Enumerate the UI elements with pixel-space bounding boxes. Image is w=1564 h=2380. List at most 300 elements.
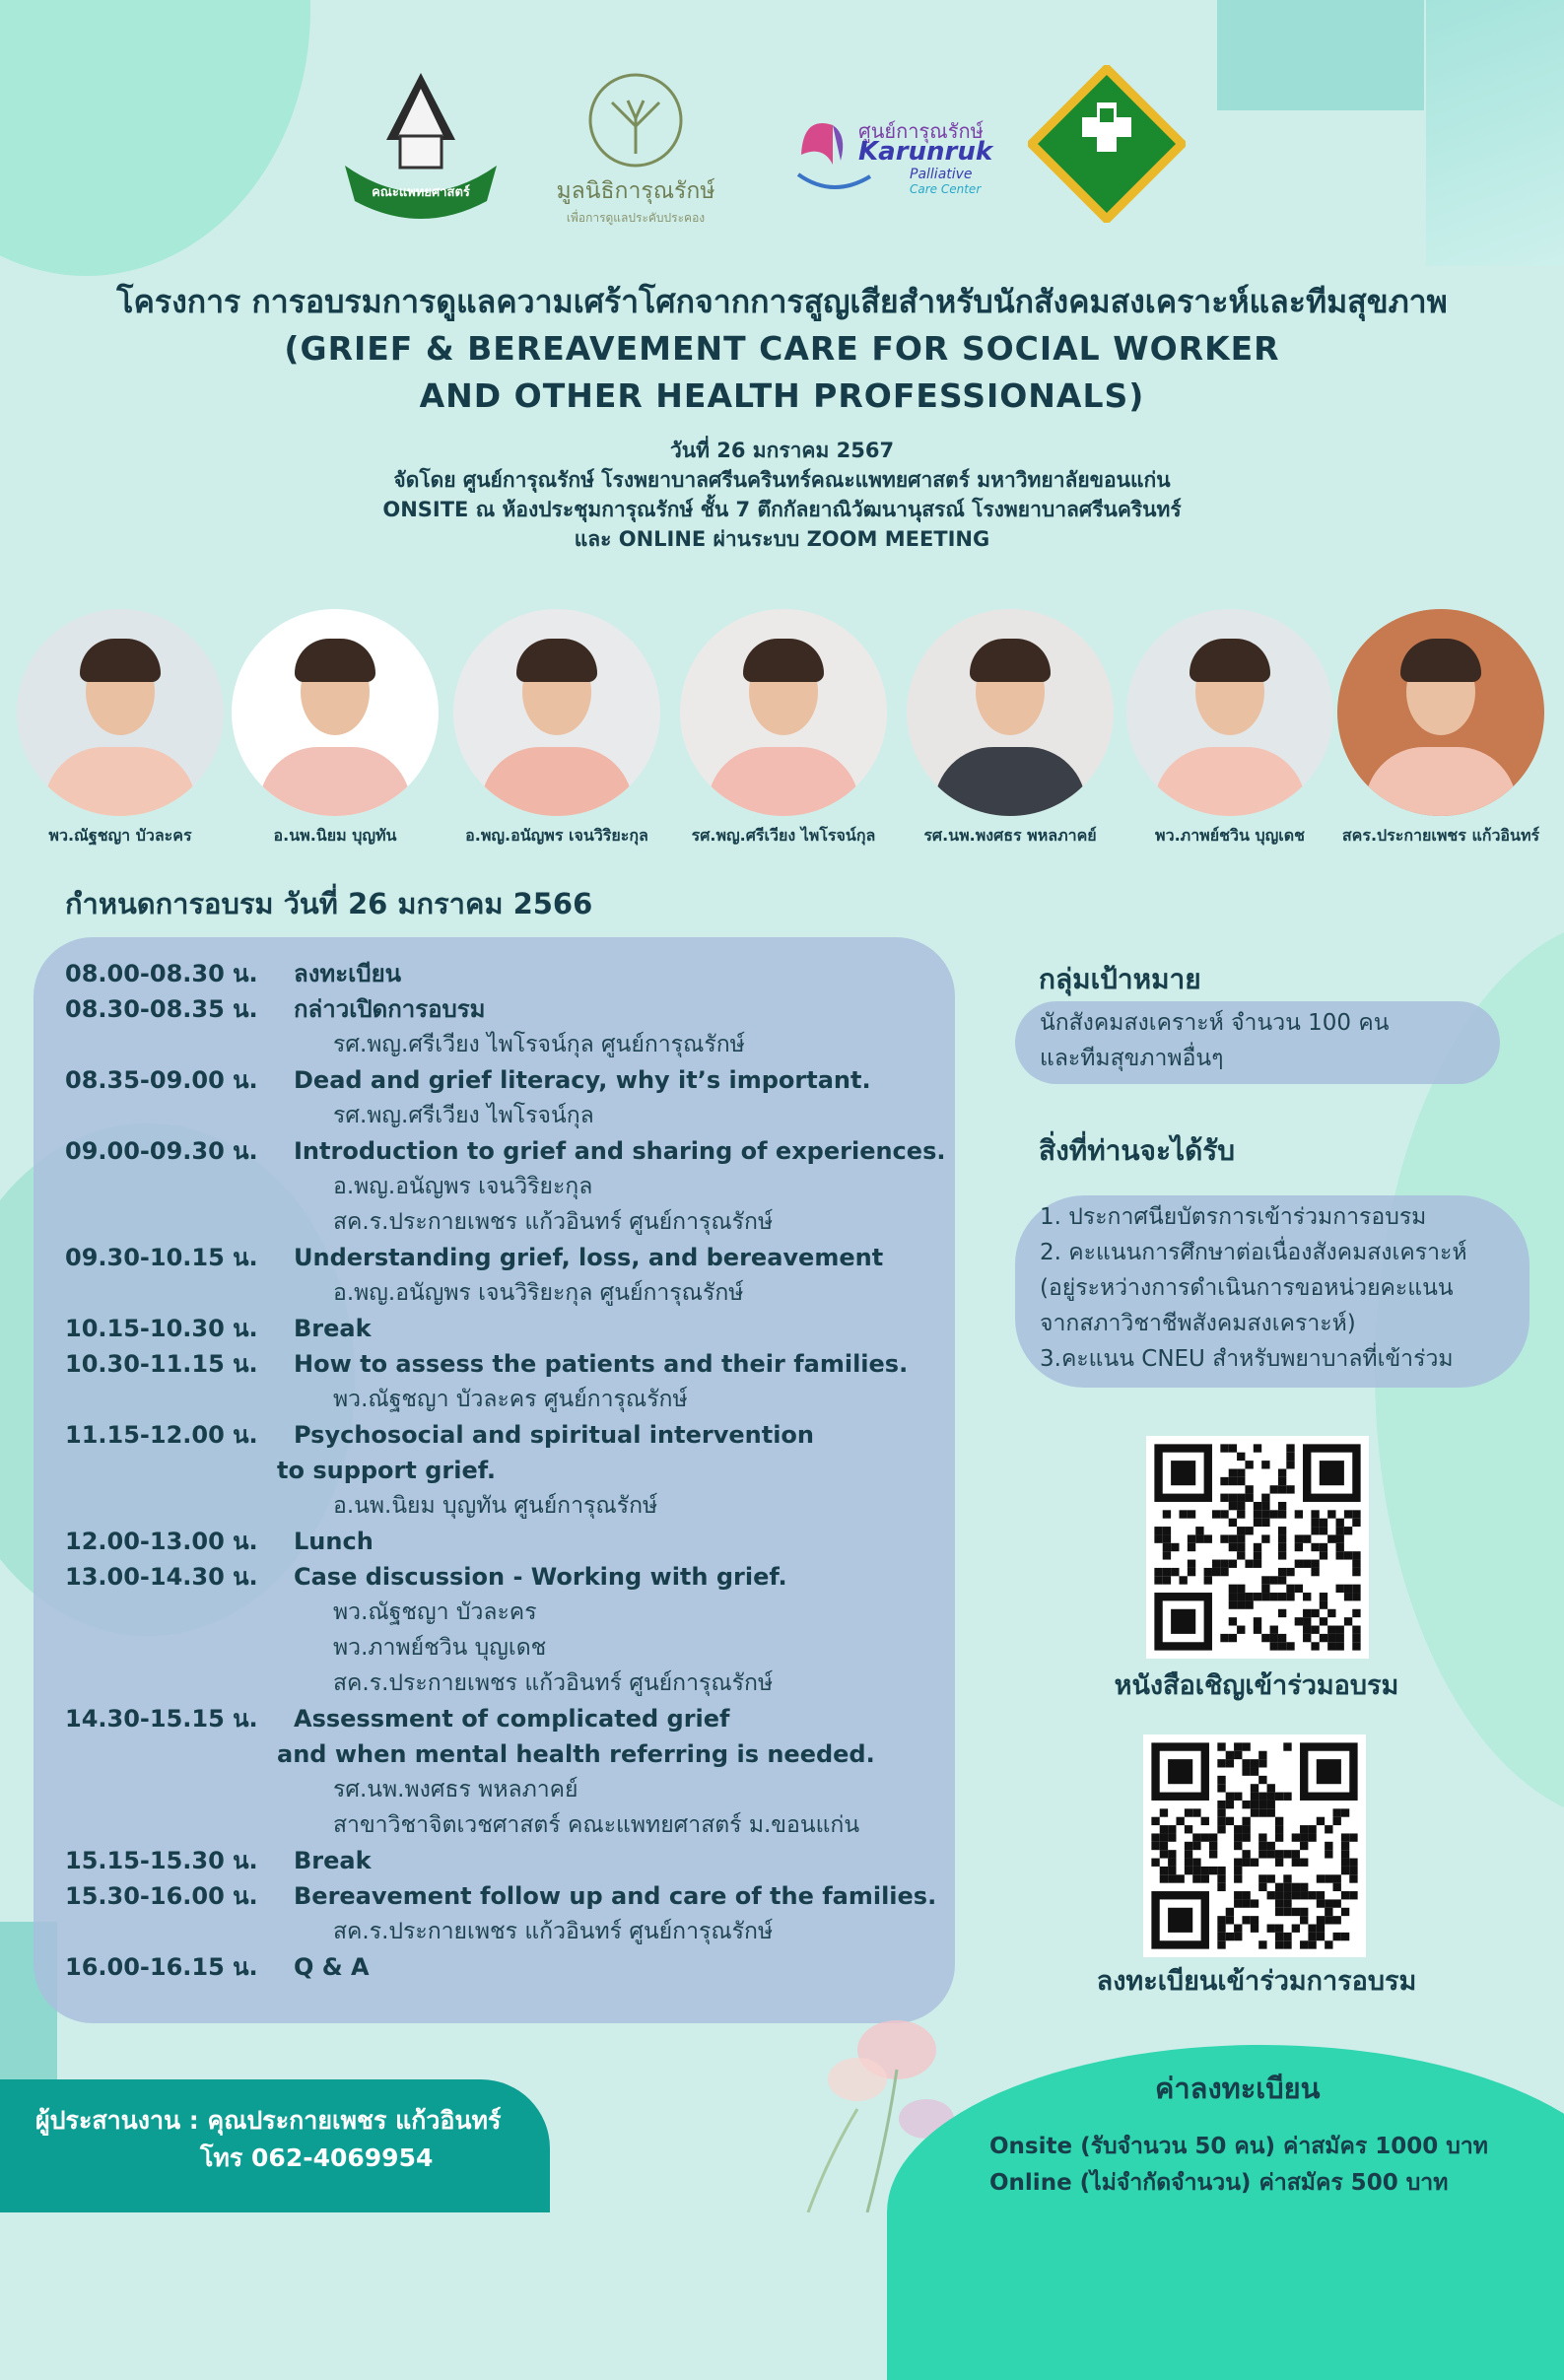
- qr-module: [1275, 1859, 1283, 1867]
- qr-module: [1192, 1874, 1200, 1882]
- speaker-photo: [17, 609, 224, 816]
- schedule-topic: Dead and grief literacy, why it’s important.: [294, 1066, 871, 1094]
- qr-module: [1267, 1793, 1275, 1801]
- speaker-name: พว.ภาพย์ชวิน บุญเดช: [1155, 826, 1305, 845]
- qr-module: [1278, 1477, 1286, 1485]
- karunruk-logo: [793, 115, 995, 224]
- qr-module: [1163, 1534, 1171, 1542]
- qr-module: [1278, 1593, 1286, 1600]
- qr-module: [1237, 1468, 1245, 1476]
- qr-module: [1275, 1833, 1283, 1841]
- schedule-row: [65, 1204, 982, 1240]
- qr-module: [1320, 1593, 1327, 1600]
- qr-module: [1160, 1874, 1168, 1882]
- qr-module: [1209, 1850, 1217, 1858]
- qr-module: [1154, 1568, 1162, 1576]
- qr-module: [1242, 1742, 1250, 1750]
- qr-module: [1185, 1850, 1192, 1858]
- speaker-hair: [516, 639, 597, 682]
- qr-module: [1237, 1543, 1245, 1551]
- schedule-topic: Assessment of complicated grief: [294, 1705, 730, 1733]
- schedule-topic: How to assess the patients and their families.: [294, 1350, 909, 1378]
- schedule-row: [65, 1346, 982, 1382]
- qr-module: [1258, 1833, 1266, 1841]
- qr-module: [1229, 1593, 1237, 1600]
- qr-module: [1300, 1891, 1308, 1899]
- qr-module: [1258, 1759, 1266, 1767]
- qr-module: [1325, 1874, 1332, 1882]
- qr-module: [1154, 1527, 1162, 1534]
- qr-module: [1251, 1916, 1258, 1924]
- qr-module: [1275, 1883, 1283, 1891]
- schedule-time: 08.00-08.30 น.: [65, 960, 258, 987]
- qr-module: [1286, 1453, 1294, 1461]
- qr-module: [1176, 1874, 1184, 1882]
- benefit-line: 1. ประกาศนียบัตรการเข้าร่วมการอบรม: [1040, 1204, 1427, 1230]
- schedule-topic: Psychosocial and spiritual intervention: [294, 1421, 814, 1449]
- qr-module: [1352, 1510, 1360, 1518]
- qr-module: [1320, 1519, 1327, 1527]
- qr-module: [1163, 1543, 1171, 1551]
- qr-module: [1336, 1543, 1344, 1551]
- qr-module: [1154, 1576, 1162, 1584]
- schedule-topic: Bereavement follow up and care of the families.: [294, 1882, 937, 1910]
- qr-module: [1226, 1801, 1234, 1808]
- schedule-row: [65, 1559, 982, 1595]
- event-organizer: จัดโดย ศูนย์การุณรักษ์ โรงพยาบาลศรีนครินทร์คณะแพทยศาสตร์ มหาวิทยาลัยขอนแก่น: [393, 468, 1171, 492]
- schedule-row: [65, 1949, 982, 1985]
- qr-module: [1242, 1916, 1250, 1924]
- schedule-speaker: รศ.พญ.ศรีเวียง ไพโรจน์กุล: [333, 1103, 594, 1128]
- qr-module: [1333, 1808, 1341, 1816]
- qr-module: [1295, 1543, 1303, 1551]
- qr-module: [1320, 1551, 1327, 1559]
- qr-module: [1151, 1817, 1159, 1825]
- qr-module: [1251, 1784, 1258, 1792]
- invite-qr-code[interactable]: [1146, 1436, 1369, 1659]
- qr-module: [1261, 1634, 1269, 1642]
- qr-module: [1327, 1642, 1335, 1650]
- schedule-speaker: อ.พญ.อนัญพร เจนวิริยะกุล ศูนย์การุณรักษ์: [333, 1280, 744, 1306]
- schedule-speaker: สค.ร.ประกายเพชร แก้วอินทร์ ศูนย์การุณรักษ์: [333, 1919, 774, 1944]
- qr-module: [1234, 1867, 1242, 1874]
- qr-module: [1229, 1600, 1237, 1608]
- qr-module: [1217, 1776, 1225, 1784]
- qr-module: [1333, 1916, 1341, 1924]
- coordinator-name: ผู้ประสานงาน : คุณประกายเพชร แก้วอินทร์: [35, 2106, 502, 2135]
- qr-module: [1188, 1543, 1195, 1551]
- schedule-topic: Understanding grief, loss, and bereavement: [294, 1244, 884, 1271]
- qr-module: [1300, 1908, 1308, 1916]
- title-english-line-2: AND OTHER HEALTH PROFESSIONALS): [419, 376, 1145, 415]
- qr-module: [1341, 1850, 1349, 1858]
- qr-module: [1237, 1585, 1245, 1593]
- qr-module: [1201, 1833, 1209, 1841]
- target-heading: กลุ่มเป้าหมาย: [1039, 963, 1201, 995]
- qr-module: [1254, 1444, 1261, 1452]
- qr-module: [1217, 1825, 1225, 1833]
- schedule-time: 12.00-13.00 น.: [65, 1528, 258, 1555]
- benefit-line: 3.คะแนน CNEU สำหรับพยาบาลที่เข้าร่วม: [1040, 1346, 1454, 1372]
- qr-module: [1292, 1883, 1300, 1891]
- qr-module: [1341, 1859, 1349, 1867]
- schedule-row: [65, 1417, 982, 1453]
- qr-module: [1311, 1642, 1319, 1650]
- foundation-logo: [552, 71, 719, 238]
- qr-module: [1217, 1759, 1225, 1767]
- schedule-topic: Lunch: [294, 1528, 374, 1555]
- speaker-photo: [907, 609, 1114, 816]
- event-online: และ ONLINE ผ่านระบบ ZOOM MEETING: [574, 527, 990, 551]
- qr-module: [1258, 1874, 1266, 1882]
- qr-module: [1254, 1543, 1261, 1551]
- qr-module: [1192, 1859, 1200, 1867]
- qr-module: [1278, 1568, 1286, 1576]
- qr-module: [1242, 1759, 1250, 1767]
- schedule-speaker: สาขาวิชาจิตเวชศาสตร์ คณะแพทยศาสตร์ ม.ขอนแก่น: [333, 1812, 860, 1838]
- qr-module: [1237, 1626, 1245, 1634]
- qr-module: [1286, 1568, 1294, 1576]
- qr-finder-core: [1320, 1461, 1344, 1485]
- register-qr-code[interactable]: [1143, 1734, 1366, 1957]
- qr-module: [1352, 1519, 1360, 1527]
- speaker-card: [1332, 609, 1549, 849]
- qr-module: [1234, 1742, 1242, 1750]
- qr-module: [1352, 1593, 1360, 1600]
- qr-module: [1234, 1859, 1242, 1867]
- qr-module: [1278, 1634, 1286, 1642]
- schedule-topic-continued: and when mental health referring is needed.: [277, 1740, 875, 1768]
- qr-module: [1344, 1617, 1352, 1625]
- qr-module: [1234, 1842, 1242, 1850]
- schedule-time: 10.30-11.15 น.: [65, 1350, 258, 1378]
- qr-module: [1275, 1908, 1283, 1916]
- qr-module: [1317, 1916, 1325, 1924]
- qr-module: [1171, 1543, 1179, 1551]
- karunruk-english-name: Karunruk: [858, 137, 993, 167]
- qr-module: [1185, 1842, 1192, 1850]
- qr-module: [1251, 1808, 1258, 1816]
- qr-module: [1270, 1485, 1278, 1493]
- qr-module: [1185, 1808, 1192, 1816]
- qr-module: [1237, 1600, 1245, 1608]
- qr-module: [1188, 1560, 1195, 1568]
- qr-module: [1344, 1551, 1352, 1559]
- qr-module: [1234, 1891, 1242, 1899]
- qr-module: [1278, 1510, 1286, 1518]
- qr-module: [1179, 1576, 1187, 1584]
- qr-module: [1212, 1568, 1220, 1576]
- karunruk-sub-1: Palliative: [910, 167, 973, 182]
- schedule-heading: กำหนดการอบรม วันที่ 26 มกราคม 2566: [65, 887, 593, 920]
- schedule-row: [65, 956, 982, 991]
- qr-module: [1336, 1534, 1344, 1542]
- qr-module: [1237, 1551, 1245, 1559]
- qr-module: [1352, 1568, 1360, 1576]
- qr-module: [1317, 1933, 1325, 1940]
- schedule-speaker: สค.ร.ประกายเพชร แก้วอินทร์ ศูนย์การุณรักษ์: [333, 1670, 774, 1696]
- qr-module: [1229, 1494, 1237, 1502]
- qr-module: [1349, 1833, 1357, 1841]
- schedule-speaker: สค.ร.ประกายเพชร แก้วอินทร์ ศูนย์การุณรักษ์: [333, 1209, 774, 1235]
- speaker-photo: [453, 609, 660, 816]
- qr-module: [1226, 1759, 1234, 1767]
- qr-module: [1325, 1825, 1332, 1833]
- schedule-speaker: พว.ณัฐชญา บัวละคร ศูนย์การุณรักษ์: [333, 1387, 688, 1412]
- qr-module: [1242, 1767, 1250, 1775]
- schedule-row: [65, 1311, 982, 1346]
- qr-module: [1209, 1833, 1217, 1841]
- qr-module: [1234, 1825, 1242, 1833]
- speaker-name: สคร.ประกายเพชร แก้วอินทร์: [1341, 826, 1540, 845]
- qr-module: [1251, 1759, 1258, 1767]
- qr-module: [1258, 1776, 1266, 1784]
- qr-module: [1349, 1891, 1357, 1899]
- qr-module: [1261, 1502, 1269, 1510]
- qr-module: [1261, 1510, 1269, 1518]
- qr-module: [1286, 1585, 1294, 1593]
- qr-module: [1220, 1634, 1228, 1642]
- schedule-row: [65, 1772, 982, 1807]
- qr-module: [1258, 1751, 1266, 1759]
- event-date: วันที่ 26 มกราคม 2567: [669, 439, 895, 462]
- qr-module: [1242, 1891, 1250, 1899]
- qr-module: [1154, 1534, 1162, 1542]
- qr-module: [1226, 1908, 1234, 1916]
- qr-module: [1300, 1842, 1308, 1850]
- qr-module: [1349, 1859, 1357, 1867]
- speaker-hair: [295, 639, 375, 682]
- qr-module: [1341, 1842, 1349, 1850]
- qr-module: [1160, 1850, 1168, 1858]
- qr-module: [1286, 1642, 1294, 1650]
- qr-finder-core: [1168, 1759, 1192, 1784]
- schedule-speaker: อ.นพ.นิยม บุญทัน ศูนย์การุณรักษ์: [333, 1493, 658, 1519]
- qr-module: [1251, 1767, 1258, 1775]
- qr-module: [1270, 1626, 1278, 1634]
- schedule-row: [65, 1701, 982, 1736]
- qr-module: [1275, 1925, 1283, 1933]
- qr-module: [1278, 1609, 1286, 1617]
- schedule-time: 09.30-10.15 น.: [65, 1244, 258, 1271]
- qr-module: [1286, 1461, 1294, 1468]
- qr-module: [1303, 1634, 1311, 1642]
- speaker-shirt: [481, 747, 633, 816]
- qr-module: [1275, 1899, 1283, 1907]
- qr-module: [1220, 1510, 1228, 1518]
- qr-finder-core: [1171, 1609, 1195, 1634]
- qr-module: [1333, 1817, 1341, 1825]
- qr-module: [1258, 1801, 1266, 1808]
- qr-module: [1344, 1527, 1352, 1534]
- qr-module: [1275, 1825, 1283, 1833]
- qr-module: [1254, 1551, 1261, 1559]
- qr-module: [1261, 1519, 1269, 1527]
- qr-module: [1217, 1916, 1225, 1924]
- qr-module: [1163, 1568, 1171, 1576]
- schedule-topic: Introduction to grief and sharing of experiences.: [294, 1137, 946, 1165]
- qr-module: [1229, 1560, 1237, 1568]
- qr-module: [1311, 1609, 1319, 1617]
- coordinator-phone[interactable]: โทร 062-4069954: [200, 2143, 434, 2172]
- qr-module: [1308, 1891, 1316, 1899]
- qr-module: [1251, 1801, 1258, 1808]
- benefit-line: จากสภาวิชาชีพสังคมสงเคราะห์): [1040, 1311, 1356, 1336]
- qr-module: [1283, 1908, 1291, 1916]
- qr-module: [1283, 1874, 1291, 1882]
- qr-module: [1267, 1808, 1275, 1816]
- qr-module: [1229, 1468, 1237, 1476]
- qr-module: [1292, 1850, 1300, 1858]
- qr-module: [1333, 1899, 1341, 1907]
- qr-module: [1278, 1543, 1286, 1551]
- qr-module: [1234, 1925, 1242, 1933]
- qr-module: [1278, 1468, 1286, 1476]
- qr-module: [1245, 1593, 1253, 1600]
- qr-module: [1336, 1642, 1344, 1650]
- schedule-row: [65, 1630, 982, 1666]
- qr-module: [1237, 1477, 1245, 1485]
- qr-module: [1303, 1534, 1311, 1542]
- qr-module: [1336, 1519, 1344, 1527]
- qr-module: [1270, 1593, 1278, 1600]
- qr-module: [1320, 1634, 1327, 1642]
- fee-onsite: Onsite (รับจำนวน 50 คน) ค่าสมัคร 1000 บาท: [989, 2134, 1488, 2159]
- qr-module: [1201, 1867, 1209, 1874]
- qr-module: [1258, 1808, 1266, 1816]
- qr-module: [1229, 1444, 1237, 1452]
- qr-module: [1344, 1585, 1352, 1593]
- qr-module: [1237, 1502, 1245, 1510]
- schedule-topic: Break: [294, 1847, 372, 1874]
- qr-module: [1237, 1593, 1245, 1600]
- qr-module: [1163, 1551, 1171, 1559]
- qr-module: [1242, 1850, 1250, 1858]
- qr-module: [1237, 1527, 1245, 1534]
- qr-module: [1220, 1444, 1228, 1452]
- schedule-topic: Q & A: [294, 1953, 370, 1981]
- qr-module: [1234, 1933, 1242, 1940]
- qr-module: [1258, 1883, 1266, 1891]
- qr-module: [1245, 1494, 1253, 1502]
- qr-module: [1344, 1510, 1352, 1518]
- register-qr-label: ลงทะเบียนเข้าร่วมการอบรม: [1096, 1966, 1417, 1997]
- qr-module: [1185, 1859, 1192, 1867]
- qr-module: [1270, 1634, 1278, 1642]
- qr-module: [1237, 1453, 1245, 1461]
- qr-module: [1188, 1568, 1195, 1576]
- qr-module: [1220, 1477, 1228, 1485]
- qr-module: [1333, 1883, 1341, 1891]
- schedule-topic-continued: to support grief.: [277, 1457, 496, 1484]
- qr-module: [1327, 1534, 1335, 1542]
- title-thai: โครงการ การอบรมการดูแลความเศร้าโศกจากการสูญเสียสำหรับนักสังคมสงเคราะห์และทีมสุขภาพ: [116, 283, 1448, 320]
- qr-module: [1320, 1617, 1327, 1625]
- qr-module: [1242, 1817, 1250, 1825]
- qr-module: [1267, 1842, 1275, 1850]
- schedule-row: [65, 1275, 982, 1311]
- speaker-card: [675, 609, 892, 849]
- qr-module: [1217, 1801, 1225, 1808]
- schedule-row: [65, 1595, 982, 1630]
- schedule-time: 09.00-09.30 น.: [65, 1137, 258, 1165]
- qr-module: [1325, 1916, 1332, 1924]
- qr-module: [1325, 1842, 1332, 1850]
- schedule-row: [65, 1382, 982, 1417]
- qr-module: [1300, 1916, 1308, 1924]
- speaker-card: [1122, 609, 1338, 849]
- qr-module: [1278, 1551, 1286, 1559]
- speaker-hair: [743, 639, 824, 682]
- qr-module: [1278, 1485, 1286, 1493]
- speaker-shirt: [259, 747, 411, 816]
- qr-module: [1341, 1867, 1349, 1874]
- schedule-time: 13.00-14.30 น.: [65, 1563, 258, 1591]
- target-line-2: และทีมสุขภาพอื่นๆ: [1040, 1046, 1224, 1071]
- schedule-speaker: รศ.พญ.ศรีเวียง ไพโรจน์กุล ศูนย์การุณรักษ์: [333, 1032, 745, 1057]
- qr-module: [1163, 1510, 1171, 1518]
- schedule-row: [65, 1453, 982, 1488]
- qr-module: [1267, 1891, 1275, 1899]
- qr-module: [1242, 1899, 1250, 1907]
- speaker-name: อ.พญ.อนัญพร เจนวิริยะกุล: [465, 826, 648, 845]
- qr-module: [1254, 1593, 1261, 1600]
- qr-module: [1283, 1940, 1291, 1948]
- qr-module: [1275, 1850, 1283, 1858]
- qr-module: [1185, 1825, 1192, 1833]
- qr-module: [1300, 1825, 1308, 1833]
- karunruk-thai-name: ศูนย์การุณรักษ์: [858, 119, 984, 143]
- qr-module: [1349, 1874, 1357, 1882]
- speaker-shirt: [708, 747, 859, 816]
- qr-module: [1320, 1543, 1327, 1551]
- speaker-name: รศ.นพ.พงศธร พหลภาคย์: [923, 826, 1097, 845]
- schedule-row: [65, 991, 982, 1027]
- fee-heading: ค่าลงทะเบียน: [1155, 2072, 1321, 2105]
- speaker-photo: [232, 609, 439, 816]
- qr-module: [1336, 1585, 1344, 1593]
- qr-module: [1258, 1940, 1266, 1948]
- qr-module: [1204, 1568, 1212, 1576]
- qr-module: [1283, 1883, 1291, 1891]
- qr-module: [1341, 1933, 1349, 1940]
- speaker-card: [902, 609, 1119, 849]
- qr-module: [1267, 1850, 1275, 1858]
- qr-module: [1317, 1874, 1325, 1882]
- coordinator-footer: [0, 2079, 550, 2212]
- qr-module: [1295, 1560, 1303, 1568]
- schedule-topic: ลงทะเบียน: [294, 960, 402, 987]
- qr-module: [1261, 1461, 1269, 1468]
- qr-module: [1325, 1899, 1332, 1907]
- qr-module: [1283, 1850, 1291, 1858]
- qr-module: [1168, 1850, 1176, 1858]
- qr-module: [1286, 1485, 1294, 1493]
- qr-module: [1212, 1510, 1220, 1518]
- schedule-row: [65, 1027, 982, 1062]
- qr-module: [1254, 1626, 1261, 1634]
- qr-module: [1229, 1477, 1237, 1485]
- qr-module: [1292, 1859, 1300, 1867]
- qr-module: [1229, 1585, 1237, 1593]
- qr-module: [1286, 1444, 1294, 1452]
- qr-module: [1308, 1925, 1316, 1933]
- qr-module: [1258, 1793, 1266, 1801]
- qr-module: [1336, 1634, 1344, 1642]
- qr-module: [1295, 1617, 1303, 1625]
- qr-module: [1283, 1793, 1291, 1801]
- qr-module: [1292, 1925, 1300, 1933]
